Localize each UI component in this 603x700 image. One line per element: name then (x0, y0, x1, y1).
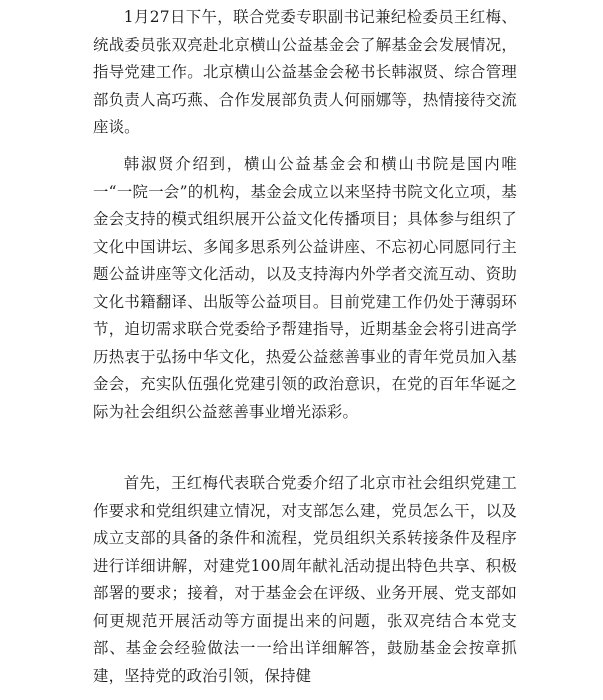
paragraph-visit-intro: 1月27日下午，联合党委专职副书记兼纪检委员王红梅、统战委员张双亮赴北京横山公益基金会了解基金会发展情况，指导党建工作。北京横山公益基金会秘书长韩淑贤、综合管理部负责人高巧燕、合作发展部负责人何丽娜等，热情接待交流座谈。 (93, 8, 517, 136)
paragraph-party-guidance: 首先，王红梅代表联合党委介绍了北京市社会组织党建工作要求和党组织建立情况，对支部怎么建，党员怎么干，以及成立支部的具备的条件和流程，党员组织关系转接条件及程序进行详细讲解，对建党100周年献礼活动提出特色共享、积极部署的要求；接着，对于基金会在评级、业务开展、党支部如何更规范开展活动等方面提出来的问题，张双亮结合本党支部、基金会经验做法一一给出详细解答，鼓励基金会按章抓建，坚持党的政治引领，保持健 (93, 474, 517, 685)
paragraph-foundation-introduction: 韩淑贤介绍到，横山公益基金会和横山书院是国内唯一“一院一会”的机构，基金会成立以来坚持书院文化立项，基金会支持的模式组织展开公益文化传播项目；具体参与组织了文化中国讲坛、多闻多思系列公益讲座、不忘初心同愿同行主题公益讲座等文化活动，以及支持海内外学者交流互动、资助文化书籍翻译、出版等公益项目。目前党建工作仍处于薄弱环节，迫切需求联合党委给予帮建指导，近期基金会将引进高学历热衷于弘扬中华文化，热爱公益慈善事业的青年党员加入基金会，充实队伍强化党建引领的政治意识，在党的百年华诞之际为社会组织公益慈善事业增光添彩。 (93, 155, 517, 421)
